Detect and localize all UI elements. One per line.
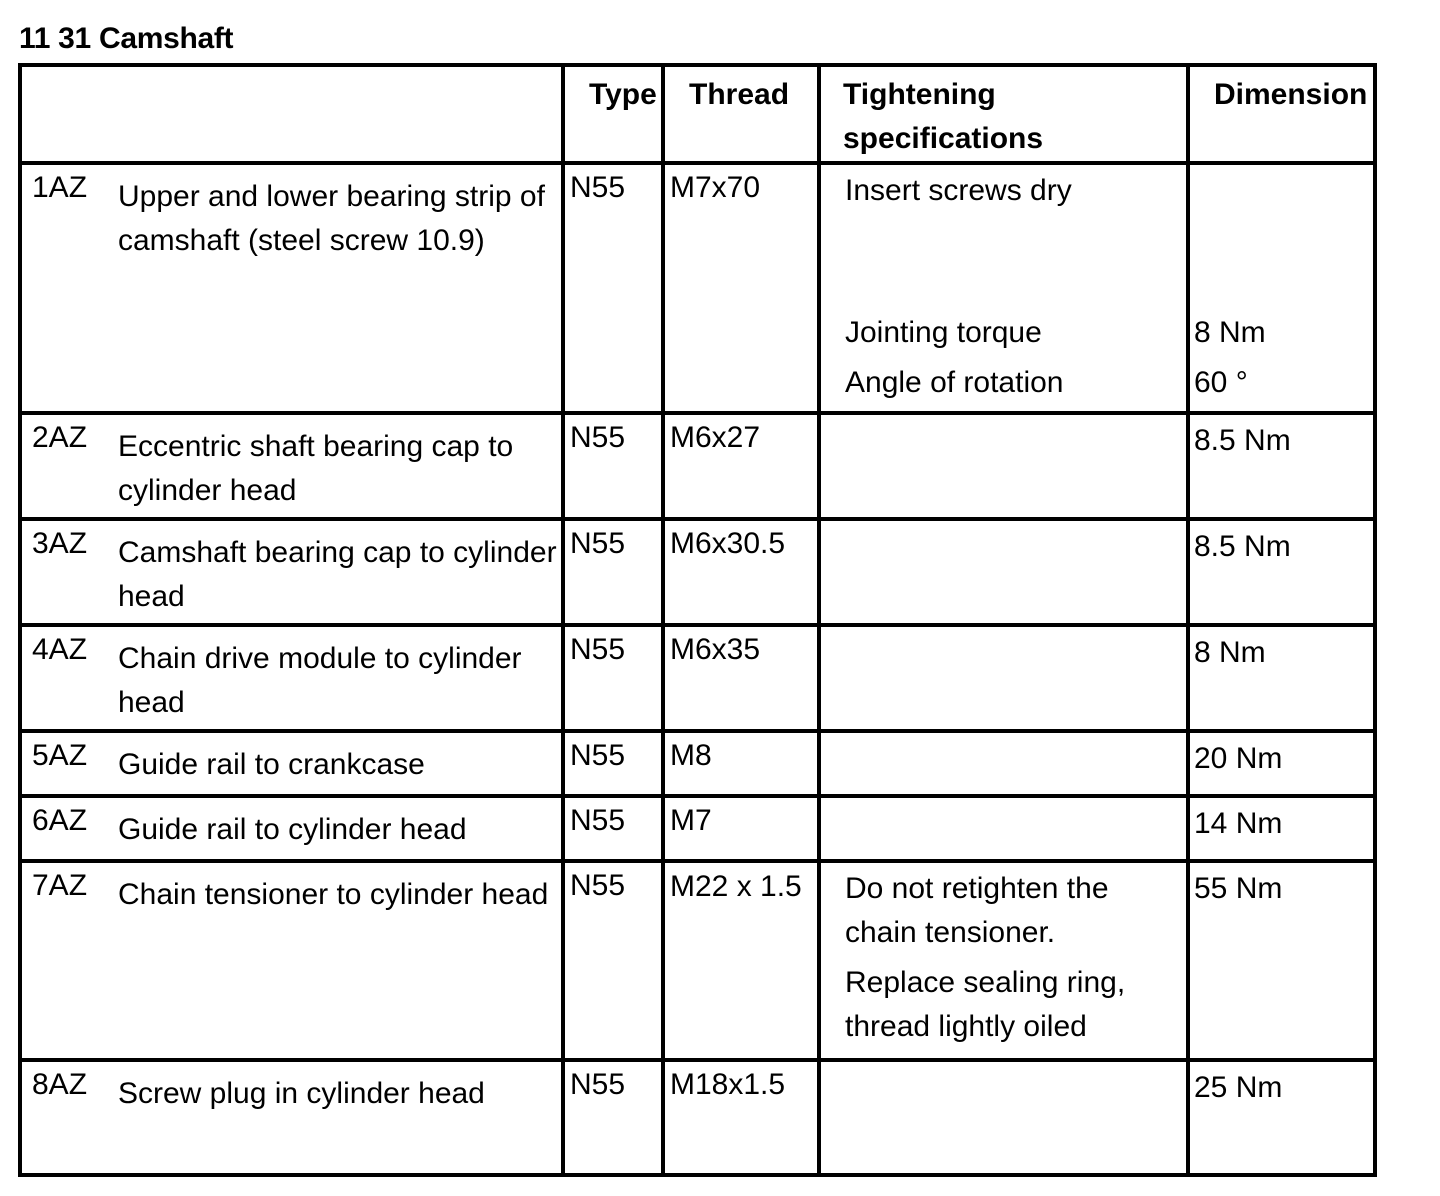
- type-cell: N55: [563, 731, 663, 796]
- tightening-cell: [819, 519, 1188, 625]
- thread-value: M8: [670, 739, 712, 772]
- table-row: [20, 519, 1375, 625]
- thread-cell: [663, 163, 819, 413]
- type-cell: N55: [563, 796, 663, 861]
- item-description: Guide rail to cylinder head: [118, 813, 467, 846]
- table-row: [20, 163, 1375, 413]
- header-tightening: Tightening specifications: [819, 65, 1188, 163]
- header-type: Type: [563, 65, 663, 163]
- table-row: [20, 625, 1375, 731]
- dimension-value: 25 Nm: [1194, 1071, 1283, 1104]
- item-description: Screw plug in cylinder head: [118, 1077, 485, 1110]
- header-dimension: Dimension: [1188, 65, 1375, 163]
- description-cell: [20, 796, 563, 861]
- tightening-cell: [819, 796, 1188, 861]
- table-row: [20, 413, 1375, 519]
- item-description: Eccentric shaft bearing cap to cylinder head: [118, 430, 514, 507]
- tightening-note: Insert screws dry: [845, 174, 1072, 207]
- tightening-cell: [819, 731, 1188, 796]
- tightening-cell: [819, 861, 1188, 1060]
- thread-cell: [663, 1060, 819, 1175]
- dimension-value: 14 Nm: [1194, 807, 1283, 840]
- header-blank: [20, 65, 563, 163]
- thread-cell: [663, 519, 819, 625]
- dimension-value: 8.5 Nm: [1194, 424, 1291, 457]
- dimension-cell: [1188, 625, 1375, 731]
- item-description: Chain tensioner to cylinder head: [118, 878, 549, 911]
- tightening-note: Jointing torque: [845, 316, 1042, 349]
- dimension-cell: [1188, 1060, 1375, 1175]
- thread-cell: [663, 861, 819, 1060]
- item-code: 7AZ: [32, 869, 88, 902]
- item-code: 3AZ: [32, 527, 88, 560]
- thread-cell: [663, 731, 819, 796]
- thread-value: M22 x 1.5: [670, 870, 802, 903]
- thread-value: M18x1.5: [670, 1068, 786, 1101]
- thread-value: M6x30.5: [670, 527, 786, 560]
- type-cell: N55: [563, 625, 663, 731]
- thread-value: M7x70: [670, 171, 761, 204]
- dimension-value: 20 Nm: [1194, 742, 1283, 775]
- item-description: Upper and lower bearing strip of camshaft (steel screw 10.9): [118, 180, 545, 257]
- description-cell: [20, 163, 563, 413]
- table-row: [20, 1060, 1375, 1175]
- table-row: [20, 731, 1375, 796]
- type-cell: N55: [563, 861, 663, 1060]
- dimension-value: 8.5 Nm: [1194, 530, 1291, 563]
- tightening-cell: [819, 1060, 1188, 1175]
- thread-cell: [663, 413, 819, 519]
- thread-value: M6x27: [670, 421, 761, 454]
- dimension-cell: [1188, 731, 1375, 796]
- description-cell: [20, 731, 563, 796]
- item-description: Camshaft bearing cap to cylinder head: [118, 536, 557, 613]
- tightening-torque-table: [18, 63, 1377, 1177]
- dimension-value: 8 Nm: [1194, 636, 1266, 669]
- page-title: 11 31 Camshaft: [19, 22, 234, 55]
- item-code: 5AZ: [32, 739, 88, 772]
- item-description: Guide rail to crankcase: [118, 748, 425, 781]
- item-code: 8AZ: [32, 1068, 88, 1101]
- type-cell: N55: [563, 413, 663, 519]
- tightening-cell: [819, 163, 1188, 413]
- dimension-value: 60 °: [1194, 366, 1248, 399]
- description-cell: [20, 861, 563, 1060]
- type-cell: N55: [563, 519, 663, 625]
- thread-value: M6x35: [670, 633, 761, 666]
- item-code: 2AZ: [32, 421, 88, 454]
- item-code: 4AZ: [32, 633, 88, 666]
- dimension-cell: [1188, 163, 1375, 413]
- dimension-cell: [1188, 796, 1375, 861]
- dimension-value: 55 Nm: [1194, 872, 1283, 905]
- description-cell: [20, 1060, 563, 1175]
- description-cell: [20, 413, 563, 519]
- type-cell: N55: [563, 1060, 663, 1175]
- thread-cell: [663, 625, 819, 731]
- tightening-note: Do not retighten the chain tensioner.: [845, 872, 1109, 949]
- dimension-cell: [1188, 519, 1375, 625]
- tightening-cell: [819, 625, 1188, 731]
- thread-value: M7: [670, 804, 712, 837]
- tightening-note: Angle of rotation: [845, 366, 1064, 399]
- item-description: Chain drive module to cylinder head: [118, 642, 522, 719]
- type-cell: N55: [563, 163, 663, 413]
- table-row: [20, 861, 1375, 1060]
- dimension-cell: [1188, 413, 1375, 519]
- item-code: 6AZ: [32, 804, 88, 837]
- tightening-cell: [819, 413, 1188, 519]
- table-row: [20, 796, 1375, 861]
- dimension-cell: [1188, 861, 1375, 1060]
- description-cell: [20, 625, 563, 731]
- description-cell: [20, 519, 563, 625]
- dimension-value: 8 Nm: [1194, 316, 1266, 349]
- header-thread: Thread: [663, 65, 819, 163]
- item-code: 1AZ: [32, 171, 88, 204]
- thread-cell: [663, 796, 819, 861]
- tightening-note: Replace sealing ring, thread lightly oiled: [845, 966, 1126, 1043]
- table-header-row: [20, 65, 1375, 163]
